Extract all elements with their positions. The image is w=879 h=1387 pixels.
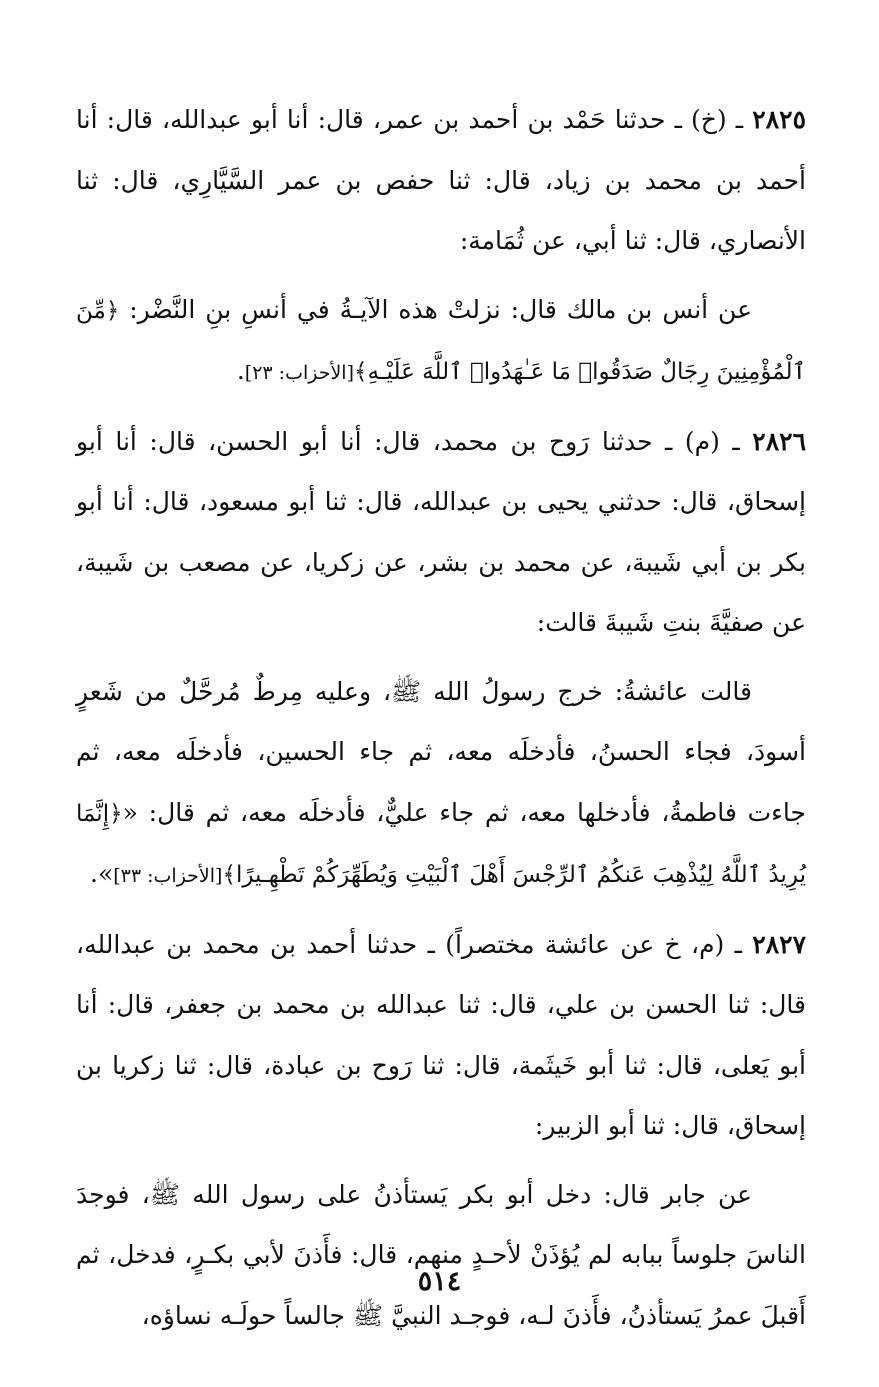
verse-reference: [الأحزاب: ٣٣] bbox=[113, 865, 223, 887]
isnad-text: ـ (م، خ عن عائشة مختصراً) ـ حدثنا أحمد بن محمد بن عبدالله، قال: ثنا الحسن بن علي، قال: ثنا عبدالله بن محمد بن جعفر، قال: أنا أبو يَعلى، قال: ثنا أبو خَيثَمة، قال: ثنا رَوح بن عبادة، قال: ثنا زكريا بن إسحاق، قال: ثنا أبو الزبير: bbox=[76, 929, 806, 1140]
hadith-2827-isnad bbox=[76, 915, 806, 1157]
page-number: ٥١٤ bbox=[417, 1266, 462, 1297]
matn-text: عن أنس بن مالك قال: نزلتْ هذه الآيـةُ في أنسِ بنِ النَّضْر: bbox=[119, 294, 752, 324]
isnad-text: ـ (م) ـ حدثنا رَوح بن محمد، قال: أنا أبو الحسن، قال: أنا أبو إسحاق، قال: حدثني يحيى بن عبدالله، قال: ثنا أبو مسعود، قال: أنا أبو بكر بن أبي شَيبة، عن محمد بن بشر، عن زكريا، عن مصعب بن شَيبة، عن صفيَّةَ بنتِ شَيبةَ قالت: bbox=[76, 426, 806, 637]
sentence-end: ». bbox=[90, 859, 114, 888]
isnad-text: ـ (خ) ـ حدثنا حَمْد بن أحمد بن عمر، قال: أنا أبو عبدالله، قال: أنا أحمد بن محمد بن زياد، قال: ثنا حفص بن عمر السَّيَّارِي، قال: ثنا الأنصاري، قال: ثنا أبي، عن ثُمَامة: bbox=[76, 105, 806, 255]
verse-reference: [الأحزاب: ٢٣] bbox=[244, 362, 355, 384]
hadith-2826-isnad bbox=[76, 412, 806, 654]
hadith-number: ٢٨٢٥ bbox=[752, 105, 806, 134]
matn-text: قالت عائشةُ: خرج رسولُ الله ﷺ، وعليه مِرطٌ مُرحَّلٌ من شَعرٍ أسودَ، فجاء الحسنُ، فأدخلَه معه، ثم جاء الحسين، فأدخلَه معه، ثم جاءت فاطمةُ، فأدخلها معه، ثم جاء عليٌّ، فأدخلَه معه، ثم قال: « bbox=[76, 676, 806, 827]
hadith-2827-text bbox=[76, 1165, 806, 1347]
sentence-end: . bbox=[236, 356, 245, 385]
hadith-number: ٢٨٢٦ bbox=[752, 426, 806, 456]
matn-text: عن جابر قال: دخل أبو بكر يَستأذنُ على رسول الله ﷺ، فوجدَ الناسَ جلوساً ببابه لم يُؤذَنْ لأحـدٍ منهم، قال: فأَذنَ لأبي بكـرٍ، فدخل، ثم أَقبلَ عمرُ يَستأذنُ، فأَذنَ لـه، فوجـد النبيَّ ﷺ جالساً حولَـه نساؤه، bbox=[76, 1179, 806, 1330]
quran-verse: ﴿إِنَّمَا يُرِيدُ ٱللَّهُ لِيُذْهِبَ عَنكُمُ ٱلرِّجْسَ أَهْلَ ٱلْبَيْتِ وَيُطَهِّرَكُمْ تَطْهِـيرًا﴾ bbox=[76, 800, 806, 888]
page-body bbox=[76, 90, 806, 1354]
hadith-2825-isnad bbox=[76, 90, 806, 272]
hadith-2825-text bbox=[76, 280, 806, 404]
hadith-2826-text bbox=[76, 662, 806, 907]
quran-verse: ﴿مِّنَ ٱلْمُؤْمِنِينَ رِجَالٌ صَدَقُوا۟ مَا عَـٰهَدُوا۟ ٱللَّهَ عَلَيْـهِ﴾ bbox=[76, 297, 806, 385]
hadith-number: ٢٨٢٧ bbox=[752, 929, 806, 959]
